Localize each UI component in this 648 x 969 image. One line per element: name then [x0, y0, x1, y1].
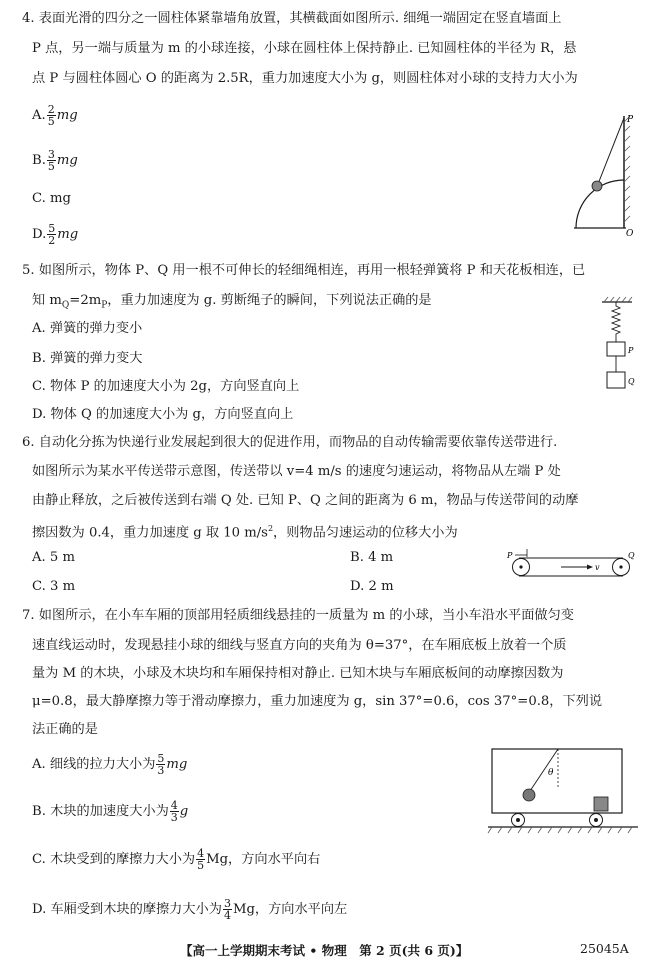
q4-line2: P 点，另一端与质量为 m 的小球连接，小球在圆柱体上保持静止. 已知圆柱体的半径为 R，悬 — [32, 41, 577, 56]
pendulum-ball — [523, 789, 535, 801]
block-p — [607, 342, 625, 356]
label-p: P — [627, 115, 634, 125]
q7-line3: 量为 M 的木块，小球及木块均和车厢保持相对静止. 已知木块与车厢底板间的动摩擦因数为 — [32, 666, 564, 681]
svg-text:P: P — [628, 346, 634, 355]
svg-text:Q: Q — [628, 377, 635, 386]
q4-option-a: A. $\frac{2}{5}$ mg — [32, 103, 78, 128]
q7-option-d: D. 车厢受到木块的摩擦力大小为 $\frac{3}{4}$ Mg，方向水平向左 — [32, 897, 348, 922]
q5-option-a: A. 弹簧的弹力变小 — [32, 321, 143, 336]
q5-line1: 5. 如图所示，物体 P、Q 用一根不可伸长的轻细绳相连，再用一根轻弹簧将 P 和天花板相连，已 — [22, 263, 586, 278]
q6-figure — [505, 545, 645, 581]
q6-line4: 擦因数为 0.4，重力加速度 g 取 10 $m/s^2$，则物品匀速运动的位移大小为 — [32, 524, 458, 541]
q7-line2: 速直线运动时，发现悬挂小球的细线与竖直方向的夹角为 θ=37°，在车厢底板上放着一个质 — [32, 638, 567, 653]
q7-figure — [486, 745, 642, 835]
q4-option-c: C. mg — [32, 191, 71, 206]
q6-line1: 6. 自动化分拣为快递行业发展起到很大的促进作用，而物品的自动传输需要依靠传送带进行. — [22, 435, 558, 450]
block-q — [607, 372, 625, 388]
svg-text:θ: θ — [548, 768, 554, 778]
q6-option-b: B. 4 m — [350, 550, 394, 565]
q5-line2: 知 $m_Q=2m_P$，重力加速度为 g. 剪断绳子的瞬间，下列说法正确的是 — [32, 293, 432, 311]
svg-text:P: P — [507, 551, 513, 560]
q7-option-b: B. 木块的加速度大小为 $\frac{4}{3}$ g — [32, 799, 189, 824]
q7-option-c: C. 木块受到的摩擦力大小为 $\frac{4}{5}$ Mg，方向水平向右 — [32, 847, 321, 872]
q6-option-a: A. 5 m — [32, 550, 75, 565]
ball — [592, 181, 602, 191]
q6-line3: 由静止释放，之后被传送到右端 Q 处. 已知 P、Q 之间的距离为 6 m，物品与传送带间的动摩 — [32, 493, 579, 508]
q4-line3: 点 P 与圆柱体圆心 O 的距离为 2.5R，重力加速度大小为 g，则圆柱体对小球的支持力大小为 — [32, 71, 578, 86]
svg-text:Q: Q — [628, 551, 635, 560]
svg-text:v: v — [595, 563, 600, 572]
q4-option-d: D. $\frac{5}{2}$ mg — [32, 222, 79, 247]
q6-option-d: D. 2 m — [350, 579, 394, 594]
q7-line1: 7. 如图所示，在小车车厢的顶部用轻质细线悬挂的一质量为 m 的小球，当小车沿水平面做匀变 — [22, 608, 574, 623]
q4-figure — [568, 112, 638, 240]
q4-line1: 4. 表面光滑的四分之一圆柱体紧靠墙角放置，其横截面如图所示. 细绳一端固定在竖直墙面上 — [22, 11, 562, 26]
wood-block — [594, 797, 608, 811]
q5-option-c: C. 物体 P 的加速度大小为 2g，方向竖直向上 — [32, 379, 300, 394]
q7-option-a: A. 细线的拉力大小为 $\frac{5}{3}$ mg — [32, 752, 188, 777]
exam-code: 25045A — [580, 941, 629, 956]
q5-figure — [596, 296, 640, 396]
label-o: O — [626, 229, 634, 239]
q6-option-c: C. 3 m — [32, 579, 76, 594]
q7-line4: μ=0.8，最大静摩擦力等于滑动摩擦力，重力加速度为 g，sin 37°=0.6，cos 37°=0.8，下列说 — [32, 694, 603, 709]
q5-option-b: B. 弹簧的弹力变大 — [32, 351, 143, 366]
q5-option-d: D. 物体 Q 的加速度大小为 g，方向竖直向上 — [32, 407, 294, 422]
q6-line2: 如图所示为某水平传送带示意图，传送带以 v=4 m/s 的速度匀速运动，将物品从左端 P 处 — [32, 464, 561, 479]
spring — [612, 302, 620, 342]
q4-option-b: B. $\frac{3}{5}$ mg — [32, 148, 78, 173]
page-footer: 【高一上学期期末考试 • 物理 第 2 页(共 6 页)】 — [180, 943, 469, 958]
q7-line5: 法正确的是 — [32, 722, 98, 737]
